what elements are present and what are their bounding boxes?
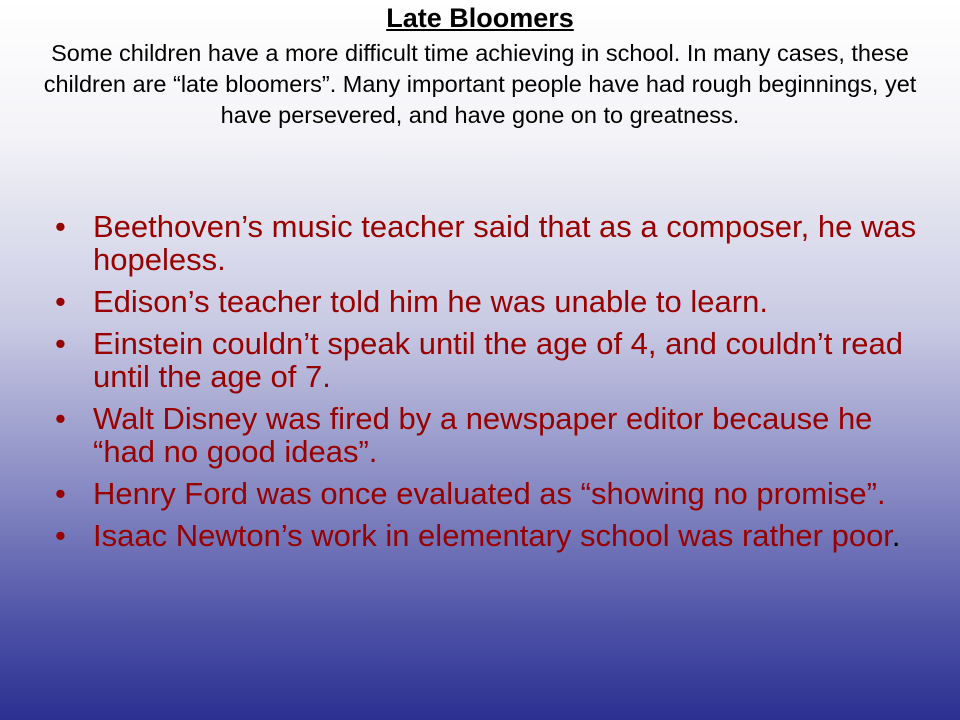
bullet-text: Beethoven’s music teacher said that as a composer, he was hopeless.: [93, 209, 917, 277]
slide-title: Late Bloomers: [386, 3, 574, 33]
bullet-text: Henry Ford was once evaluated as “showing no promise”.: [93, 476, 886, 511]
bullet-item-beethoven: [55, 210, 935, 276]
bullet-text: Isaac Newton’s work in elementary school was rather poor: [93, 518, 892, 553]
slide-header: [40, 2, 920, 131]
bullet-marker: •: [55, 209, 66, 244]
bullet-item-edison: [55, 285, 935, 318]
bullet-item-newton: [55, 519, 935, 552]
bullet-item-disney: [55, 402, 935, 468]
bullet-tail-period: .: [891, 518, 901, 553]
bullet-item-einstein: [55, 327, 935, 393]
bullet-marker: •: [55, 476, 66, 511]
bullet-item-ford: [55, 477, 935, 510]
bullet-text: Walt Disney was fired by a newspaper editor because he “had no good ideas”.: [93, 401, 873, 469]
bullet-text: Edison’s teacher told him he was unable to learn.: [93, 284, 768, 319]
bullet-marker: •: [55, 401, 66, 436]
bullet-marker: •: [55, 518, 66, 553]
bullet-marker: •: [55, 284, 66, 319]
intro-paragraph: Some children have a more difficult time achieving in school. In many cases, these children are “late bloomers”. Many important people have had rough beginnings, yet have persevered, and have gone on to greatness.: [43, 40, 917, 128]
bullet-marker: •: [55, 326, 66, 361]
bullet-list: [55, 210, 935, 561]
bullet-text: Einstein couldn’t speak until the age of 4, and couldn’t read until the age of 7.: [93, 326, 903, 394]
